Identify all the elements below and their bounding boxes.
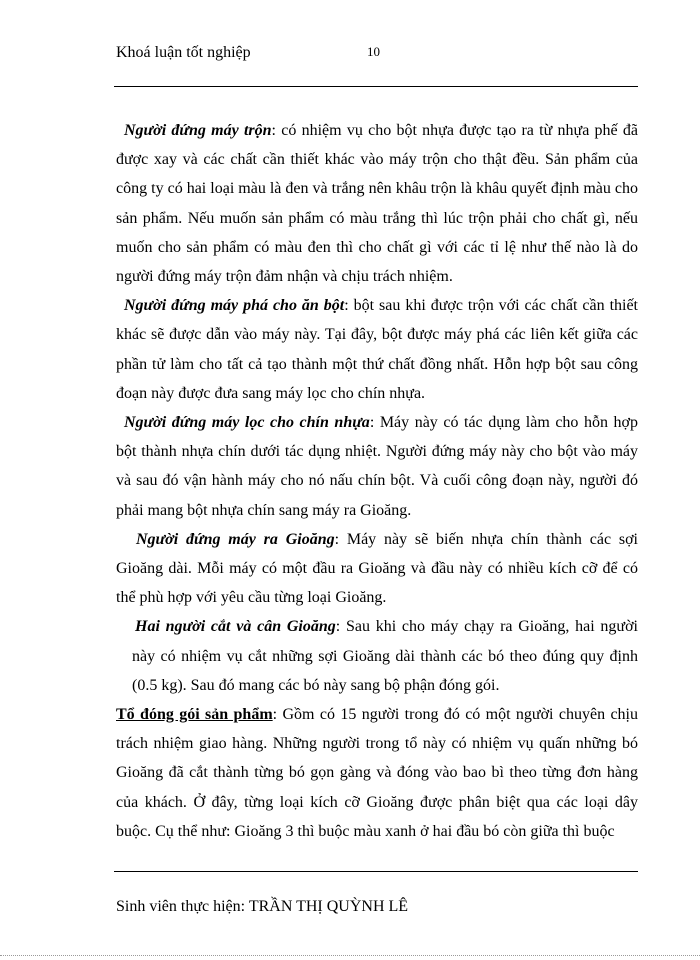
paragraph-text: : bột sau khi được trộn với các chất cần thiết khác sẽ được dẫn vào máy này. Tại đây, bột được máy phá các liên kết giữa các phần tử làm cho tất cả tạo thành một thứ chất đồng nhất. Hỗn hợp bột sau công đoạn này được đưa sang máy lọc cho chín nhựa.: [116, 297, 638, 402]
paragraph-cutters-weighers: [116, 612, 638, 700]
paragraph-text: : Máy này sẽ biến nhựa chín thành các sợi Gioăng dài. Mỗi máy có một đầu ra Gioăng và đầu này có nhiều kích cỡ để có thể phù hợp với yêu cầu từng loại Gioăng.: [116, 530, 638, 607]
header-rule: [114, 86, 638, 87]
paragraph-text: : Máy này có tác dụng làm cho hỗn hợp bột thành nhựa chín dưới tác dụng nhiệt. Người đứng máy này cho bột vào máy và sau đó vận hành máy cho nó nấu chín bột. Và cuối công đoạn này, người đó phải mang bột nhựa chín sang máy ra Gioăng.: [116, 414, 638, 519]
page-number: 10: [367, 44, 380, 59]
paragraph-breaker-operator: [116, 291, 638, 408]
paragraph-mixer-operator: [116, 116, 638, 291]
paragraph-lead: Người đứng máy trộn: [124, 122, 272, 139]
paragraph-lead: Người đứng máy ra Gioăng: [136, 530, 335, 548]
paragraph-lead: Người đứng máy lọc cho chín nhựa: [124, 414, 370, 432]
paragraph-text: : có nhiệm vụ cho bột nhựa được tạo ra từ nhựa phế đã được xay và các chất cần thiết khác vào máy trộn cho thật đều. Sản phẩm của công ty có hai loại màu là đen và trắng nên khâu trộn là khâu quyết định màu cho sản phẩm. Nếu muốn sản phẩm có màu trắng thì lúc trộn phải cho chất gì, nếu muốn cho sản phẩm có màu đen thì cho chất gì với các tỉ lệ như thế nào là do người đứng máy trộn đảm nhận và chịu trách nhiệm.: [116, 122, 638, 286]
page-edge-dotted-line: [0, 955, 700, 956]
paragraph-lead: Người đứng máy phá cho ăn bột: [124, 297, 345, 315]
paragraph-gasket-extruder-operator: [116, 525, 638, 613]
header-title: Khoá luận tốt nghiệp: [116, 44, 251, 61]
paragraph-text: : Sau khi cho máy chạy ra Gioăng, hai người này có nhiệm vụ cắt những sợi Gioăng dài thành các bó theo đúng quy định (0.5 kg). Sau đó mang các bó này sang bộ phận đóng gói.: [132, 618, 639, 694]
footer-rule: [114, 871, 638, 872]
paragraph-lead: Tổ đóng gói sản phẩm: [116, 706, 273, 724]
paragraph-packing-team: [116, 700, 638, 846]
document-body: [116, 116, 638, 846]
footer-author: Sinh viên thực hiện: TRẦN THỊ QUỲNH LÊ: [116, 898, 409, 915]
paragraph-filter-operator: [116, 408, 638, 525]
paragraph-lead: Hai người cắt và cân Gioăng: [135, 618, 336, 636]
paragraph-text: : Gồm có 15 người trong đó có một người chuyên chịu trách nhiệm giao hàng. Những người trong tổ này có nhiệm vụ quấn những bó Gioăng đã cắt thành từng bó gọn gàng và đóng vào bao bì theo từng đơn hàng của khách. Ở đây, từng loại kích cỡ Gioăng được phân biệt qua các loại dây buộc. Cụ thể như: Gioăng 3 thì buộc màu xanh ở hai đầu bó còn giữa thì buộc: [116, 706, 639, 840]
